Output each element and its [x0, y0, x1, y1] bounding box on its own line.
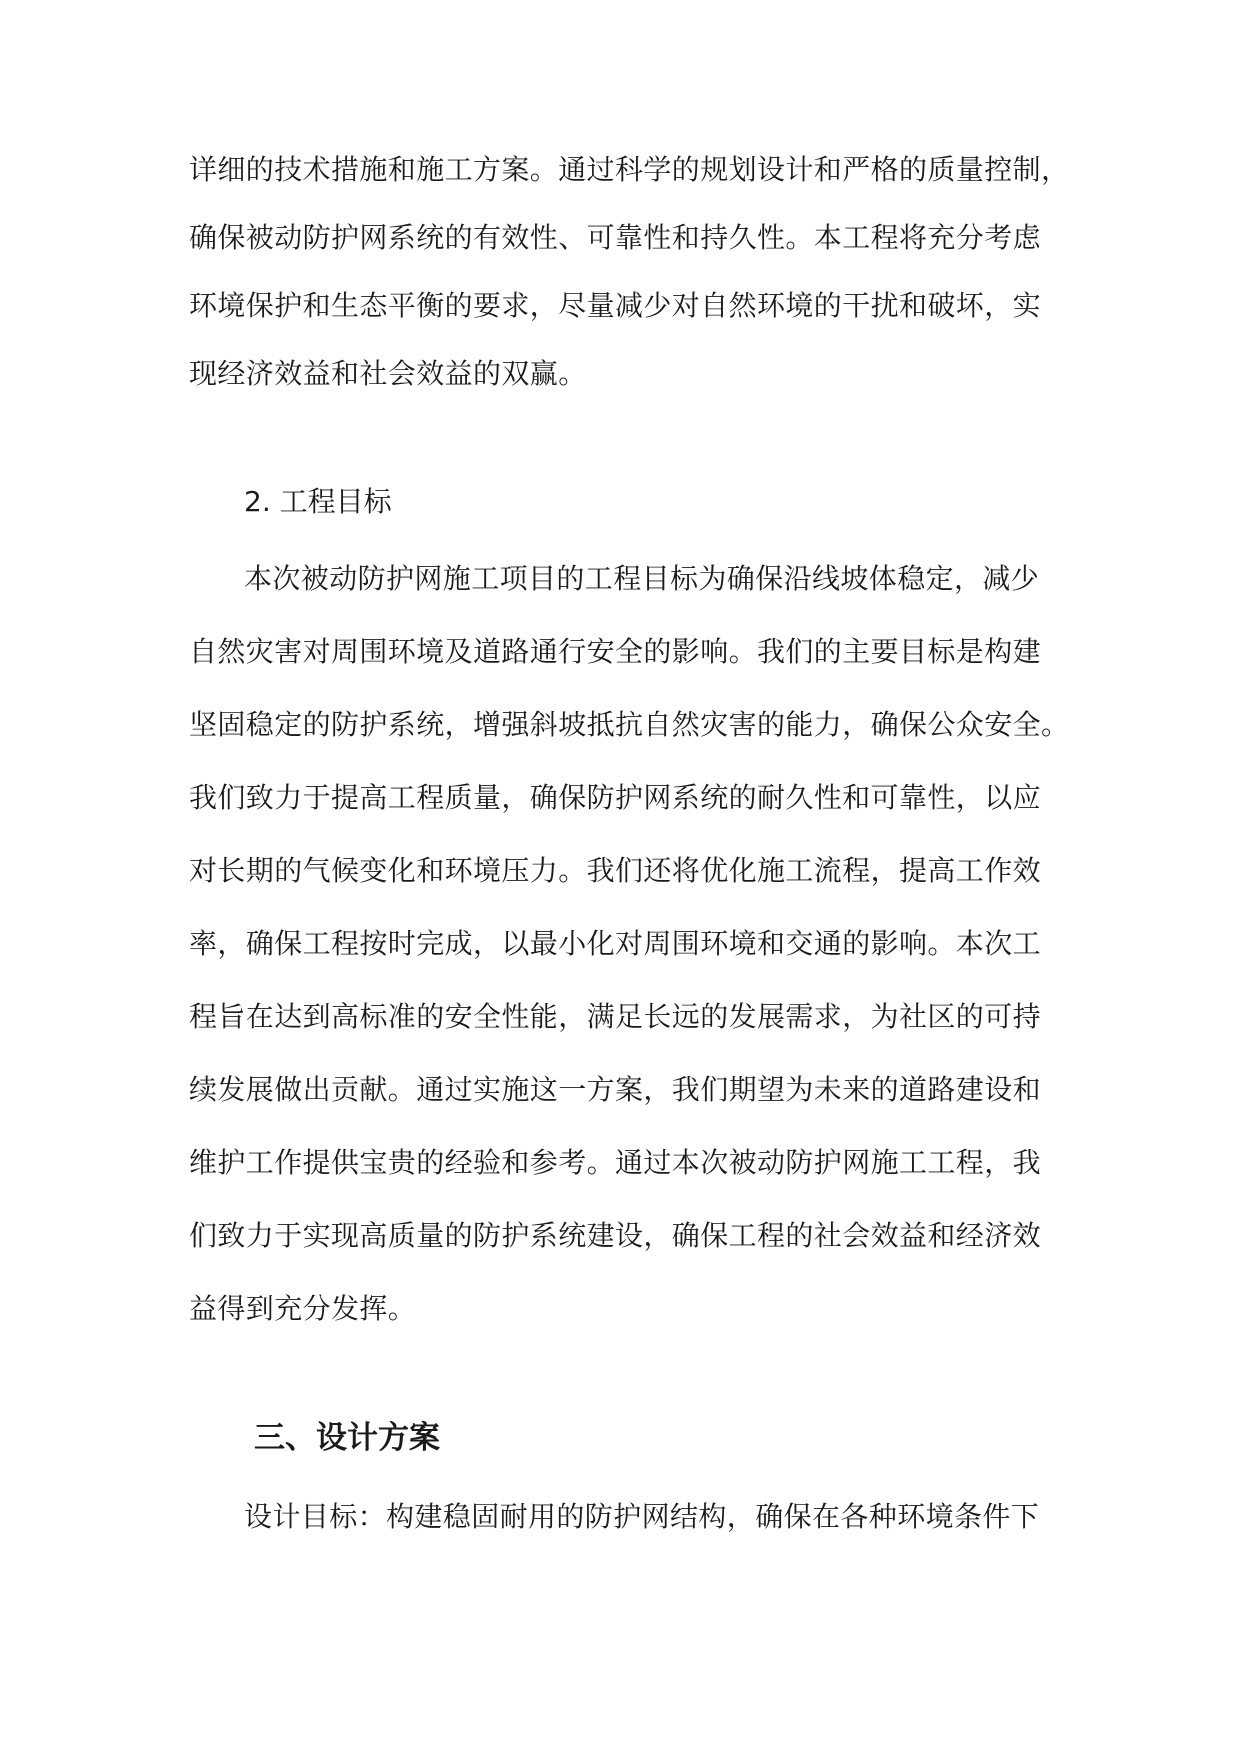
- section-heading-2: 2. 工程目标: [244, 485, 392, 518]
- paragraph-line: 详细的技术措施和施工方案。通过科学的规划设计和严格的质量控制，: [189, 153, 1070, 186]
- paragraph-line: 维护工作提供宝贵的经验和参考。通过本次被动防护网施工工程，我: [189, 1146, 1042, 1179]
- paragraph-line: 现经济效益和社会效益的双赢。: [189, 357, 587, 390]
- paragraph-line: 续发展做出贡献。通过实施这一方案，我们期望为未来的道路建设和: [189, 1073, 1042, 1106]
- paragraph-line: 设计目标：构建稳固耐用的防护网结构，确保在各种环境条件下: [244, 1500, 1040, 1533]
- section-heading-3: 三、设计方案: [254, 1420, 440, 1456]
- paragraph-line: 环境保护和生态平衡的要求，尽量减少对自然环境的干扰和破坏，实: [189, 289, 1042, 322]
- paragraph-line: 确保被动防护网系统的有效性、可靠性和持久性。本工程将充分考虑: [189, 221, 1042, 254]
- paragraph-line: 本次被动防护网施工项目的工程目标为确保沿线坡体稳定，减少: [244, 562, 1040, 595]
- paragraph-line: 坚固稳定的防护系统，增强斜坡抵抗自然灾害的能力，确保公众安全。: [189, 708, 1070, 741]
- paragraph-line: 我们致力于提高工程质量，确保防护网系统的耐久性和可靠性，以应: [189, 781, 1042, 814]
- paragraph-line: 们致力于实现高质量的防护系统建设，确保工程的社会效益和经济效: [189, 1219, 1042, 1252]
- paragraph-line: 对长期的气候变化和环境压力。我们还将优化施工流程，提高工作效: [189, 854, 1042, 887]
- paragraph-line: 程旨在达到高标准的安全性能，满足长远的发展需求，为社区的可持: [189, 1000, 1042, 1033]
- paragraph-line: 自然灾害对周围环境及道路通行安全的影响。我们的主要目标是构建: [189, 635, 1042, 668]
- paragraph-line: 率，确保工程按时完成，以最小化对周围环境和交通的影响。本次工: [189, 927, 1042, 960]
- paragraph-line: 益得到充分发挥。: [189, 1292, 417, 1325]
